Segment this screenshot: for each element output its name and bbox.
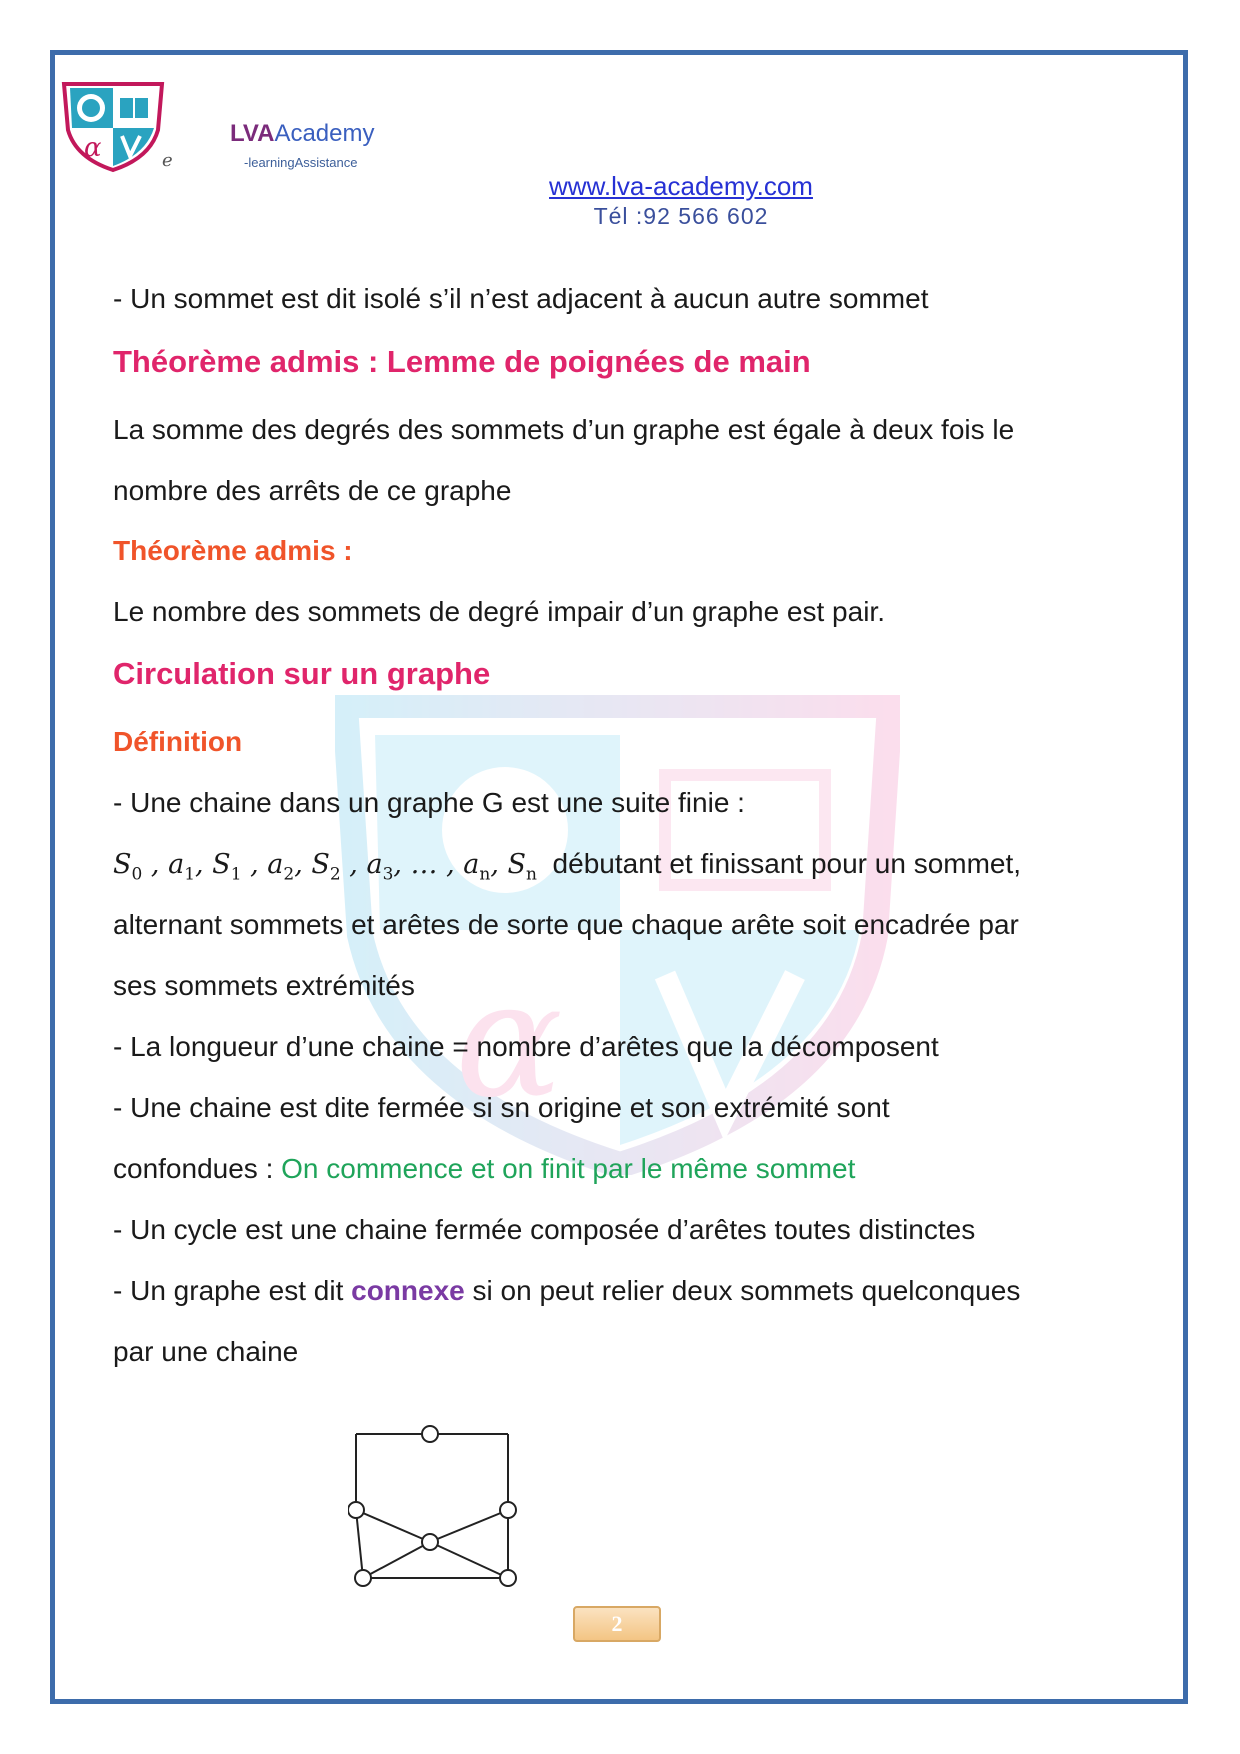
connexe-keyword: connexe [351,1275,465,1306]
theorem2-text: Le nombre des sommets de degré impair d’un graphe est pair. [113,596,885,627]
graph-edge [356,1510,430,1542]
theorem1-heading: Théorème admis : Lemme de poignées de main [113,344,811,379]
graph-vertex [422,1426,438,1442]
isolated-vertex-text: - Un sommet est dit isolé s’il n’est adjacent à aucun autre sommet [113,283,929,314]
definition-heading: Définition [113,726,243,757]
chain-sequence-formula: $S_0$ , $a_1$, $S_1$ , $a_2$, $S_2$ , $a_3$, … , $a_n$, $S_n$ [113,849,537,885]
graph-vertex [355,1570,371,1586]
website-link[interactable]: www.lva-academy.com [549,171,813,201]
lva-logo-icon [58,78,168,174]
svg-text:α: α [84,133,102,163]
brand-prefix: LVA [230,120,275,147]
graph-edge [356,1510,363,1578]
connexe-prefix: - Un graphe est dit [113,1275,352,1306]
brand-suffix: Academy [274,120,375,147]
chain-line4: ses sommets extrémités [113,970,415,1001]
graph-vertex [500,1502,516,1518]
graph-vertex [500,1570,516,1586]
logo-e-letter: e [162,150,173,171]
chain-line2 [113,846,1021,892]
page-number: 2 [573,1606,661,1642]
closed-explanation: On commence et on finit par le même sommet [281,1153,856,1184]
cycle-text: - Un cycle est une chaine fermée composée d’arêtes toutes distinctes [113,1214,976,1245]
closed-prefix: confondues : [113,1153,282,1184]
theorem2-heading: Théorème admis : [113,535,353,566]
chain-line2-text: débutant et finissant pour un sommet, [552,848,1022,879]
chain-line3: alternant sommets et arêtes de sorte que chaque arête soit encadrée par [113,909,1019,940]
graph-edge [363,1542,430,1578]
closed-chain-line1: - Une chaine est dite fermée si sn origine et son extrémité sont [113,1092,890,1123]
graph-edge [430,1510,508,1542]
length-text: - La longueur d’une chaine = nombre d’arêtes que la décomposent [113,1031,939,1062]
chain-line1: - Une chaine dans un graphe G est une suite finie : [113,787,745,818]
section-heading: Circulation sur un graphe [113,656,491,691]
graph-vertex [348,1502,364,1518]
phone-number: Tél :92 566 602 [593,203,769,229]
svg-text:α: α [455,946,564,1133]
connexe-suffix: si on peut relier deux sommets quelconques [464,1275,1021,1306]
connexe-line2: par une chaine [113,1336,299,1367]
closed-chain-line2 [113,1151,855,1187]
graph-vertex [422,1534,438,1550]
theorem1-line1: La somme des degrés des sommets d’un graphe est égale à deux fois le [113,414,1015,445]
connexe-line1 [113,1273,1020,1309]
brand-name [230,120,374,148]
theorem1-line2: nombre des arrêts de ce graphe [113,475,512,506]
graph-edge [430,1542,508,1578]
graph-figure [348,1422,528,1602]
brand-tagline: -learningAssistance [244,155,358,170]
